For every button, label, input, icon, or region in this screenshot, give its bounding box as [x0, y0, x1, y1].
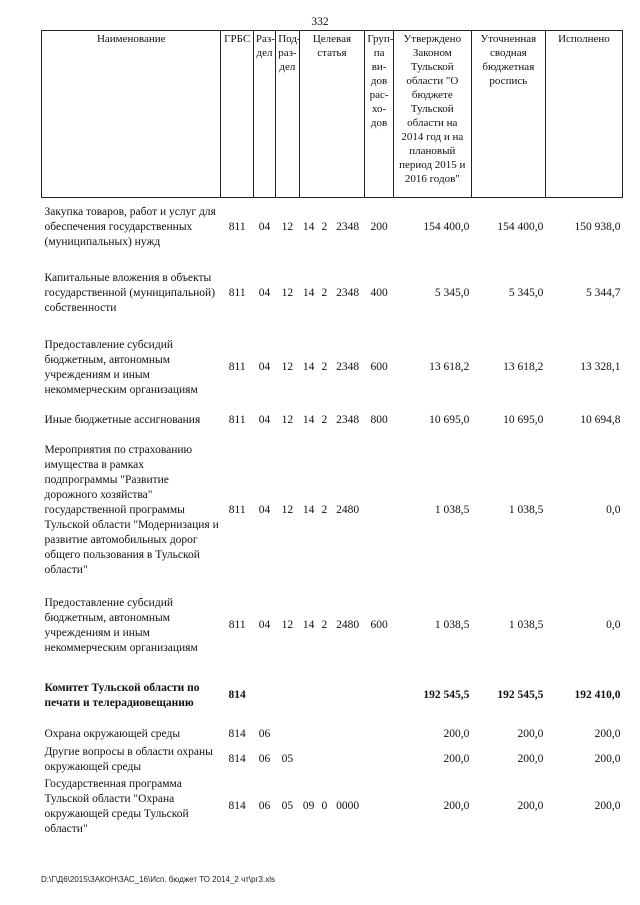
row-grbs: 814 [228, 689, 246, 701]
row-razdel: 04 [258, 414, 271, 426]
row-grbs: 811 [228, 287, 246, 299]
row-expense-group [365, 744, 393, 776]
row-name: Капитальные вложения в объекты государственной (муниципальной) собственности [44, 272, 216, 314]
row-executed: 13 328,1 [580, 361, 621, 373]
row-target-subprogram [318, 726, 330, 744]
row-revised: 200,0 [517, 800, 544, 812]
header-target: Целевая статья [299, 31, 365, 198]
row-expense-group: 200 [370, 221, 388, 234]
row-target-direction: 2480 [336, 504, 360, 516]
row-target-direction [330, 726, 364, 744]
row-executed: 200,0 [594, 800, 621, 812]
row-revised: 10 695,0 [503, 414, 544, 426]
row-razdel: 04 [258, 619, 271, 631]
row-target-direction: 2348 [336, 414, 360, 426]
row-target-direction: 2480 [336, 619, 360, 631]
row-executed: 150 938,0 [574, 221, 621, 234]
row-target-direction [330, 666, 364, 726]
row-approved: 13 618,2 [429, 361, 470, 373]
header-group: Груп-па ви-дов рас-хо-дов [365, 31, 393, 198]
row-revised: 200,0 [517, 728, 544, 740]
row-razdel: 04 [258, 287, 271, 299]
header-approved: Утверждено Законом Тульской области "О бюджете Тульской области на 2014 год и на плановый период 2015 и 2016 годов" [393, 31, 471, 198]
row-razdel [253, 666, 275, 726]
row-name: Комитет Тульской области по печати и телерадиовещанию [44, 681, 200, 709]
header-podrazdel: Под-раз-дел [276, 31, 299, 198]
row-razdel: 06 [258, 753, 271, 765]
row-executed: 200,0 [594, 728, 621, 740]
row-target-subprogram: 0 [321, 800, 328, 812]
page-number: 332 [311, 16, 329, 28]
row-podrazdel [276, 666, 299, 726]
row-name: Закупка товаров, работ и услуг для обеспечения государственных (муниципальных) нужд [44, 206, 216, 249]
row-revised: 5 345,0 [508, 287, 544, 299]
table-row [42, 776, 623, 838]
row-executed: 5 344,7 [586, 287, 621, 299]
header-razdel: Раз-дел [253, 31, 275, 198]
row-expense-group [365, 666, 393, 726]
row-podrazdel: 12 [281, 287, 294, 299]
row-razdel: 06 [258, 728, 271, 740]
header-name: Наименование [42, 31, 221, 198]
row-podrazdel: 05 [281, 800, 294, 812]
row-target-program [299, 666, 318, 726]
row-target-direction: 0000 [336, 800, 360, 812]
header-revised: Уточненная сводная бюджетная роспись [471, 31, 545, 198]
row-grbs: 814 [228, 800, 246, 812]
row-target-direction: 2348 [336, 221, 360, 234]
row-grbs: 811 [228, 361, 246, 373]
row-expense-group: 600 [370, 619, 388, 631]
row-target-subprogram: 2 [321, 414, 328, 426]
row-razdel: 04 [258, 504, 271, 516]
row-target-program [299, 744, 318, 776]
row-target-direction: 2348 [336, 287, 360, 299]
row-target-program [299, 726, 318, 744]
row-expense-group [365, 726, 393, 744]
row-podrazdel: 12 [281, 504, 294, 516]
row-target-subprogram [318, 744, 330, 776]
row-target-subprogram: 2 [321, 287, 328, 299]
row-executed: 200,0 [594, 753, 621, 765]
row-target-subprogram: 2 [321, 619, 328, 631]
row-revised: 1 038,5 [508, 504, 544, 516]
row-target-program: 14 [302, 619, 315, 631]
row-approved: 200,0 [443, 728, 470, 740]
table-row [42, 666, 623, 726]
table-row [42, 330, 623, 406]
row-target-program: 14 [302, 221, 315, 234]
row-name: Мероприятия по страхованию имущества в рамках подпрограммы "Развитие дорожного хозяйства" государственной программы Тульской области "Модернизация и развитие автомобильных дорог общего пользования в Тульской области" [44, 444, 219, 576]
row-target-subprogram: 2 [321, 221, 328, 234]
row-target-program: 14 [302, 414, 315, 426]
row-target-program: 09 [302, 800, 315, 812]
row-target-direction [330, 744, 364, 776]
row-grbs: 811 [228, 619, 246, 631]
row-grbs: 811 [228, 414, 246, 426]
row-approved: 200,0 [443, 753, 470, 765]
table-row [42, 726, 623, 744]
row-executed: 0,0 [606, 504, 621, 516]
row-podrazdel [276, 726, 299, 744]
row-expense-group: 800 [370, 414, 388, 426]
row-revised: 1 038,5 [508, 619, 544, 631]
row-podrazdel: 12 [281, 414, 294, 426]
row-expense-group [365, 436, 393, 586]
row-name: Государственная программа Тульской области "Охрана окружающей среды Тульской области" [44, 777, 189, 835]
row-grbs: 814 [228, 753, 246, 765]
table-row [42, 198, 623, 258]
row-target-subprogram: 2 [321, 361, 328, 373]
row-expense-group [365, 776, 393, 838]
row-grbs: 814 [228, 728, 246, 740]
row-revised: 13 618,2 [503, 361, 544, 373]
row-razdel: 06 [258, 800, 271, 812]
row-revised: 154 400,0 [497, 221, 544, 234]
row-name: Предоставление субсидий бюджетным, автономным учреждениям и иным некоммерческим организациям [44, 596, 198, 654]
row-podrazdel: 05 [281, 753, 294, 765]
row-grbs: 811 [228, 504, 246, 516]
row-name: Другие вопросы в области охраны окружающей среды [44, 745, 213, 773]
row-revised: 200,0 [517, 753, 544, 765]
row-executed: 10 694,8 [580, 414, 621, 426]
row-approved: 192 545,5 [423, 689, 470, 701]
row-razdel: 04 [258, 221, 271, 234]
table-row [42, 744, 623, 776]
row-name: Предоставление субсидий бюджетным, автономным учреждениям и иным некоммерческим организациям [44, 338, 198, 396]
row-executed: 192 410,0 [574, 689, 621, 701]
row-name: Иные бюджетные ассигнования [44, 414, 201, 426]
table-row [42, 258, 623, 330]
row-approved: 5 345,0 [434, 287, 470, 299]
row-expense-group: 400 [370, 287, 388, 299]
row-approved: 200,0 [443, 800, 470, 812]
row-approved: 1 038,5 [434, 504, 470, 516]
row-executed: 0,0 [606, 619, 621, 631]
row-target-program: 14 [302, 287, 315, 299]
row-expense-group: 600 [370, 361, 388, 373]
row-podrazdel: 12 [281, 619, 294, 631]
row-target-program: 14 [302, 361, 315, 373]
row-razdel: 04 [258, 361, 271, 373]
row-approved: 154 400,0 [423, 221, 470, 234]
row-name: Охрана окружающей среды [44, 728, 181, 740]
row-target-subprogram: 2 [321, 504, 328, 516]
row-target-direction: 2348 [336, 361, 360, 373]
budget-table [41, 30, 623, 838]
row-revised: 192 545,5 [497, 689, 544, 701]
table-row [42, 586, 623, 666]
row-podrazdel: 12 [281, 361, 294, 373]
table-row [42, 406, 623, 436]
row-target-program: 14 [302, 504, 315, 516]
row-approved: 10 695,0 [429, 414, 470, 426]
table-row [42, 436, 623, 586]
header-grbs: ГРБС [221, 31, 253, 198]
file-path-footer: D:\Г\Д6\2015\ЗАКОН\ЗАС_16\Исп. бюджет ТО 2014_2 чт\рг3.xls [41, 875, 275, 884]
row-grbs: 811 [228, 221, 246, 234]
header-executed: Исполнено [545, 31, 622, 198]
row-target-subprogram [318, 666, 330, 726]
row-podrazdel: 12 [281, 221, 294, 234]
row-approved: 1 038,5 [434, 619, 470, 631]
